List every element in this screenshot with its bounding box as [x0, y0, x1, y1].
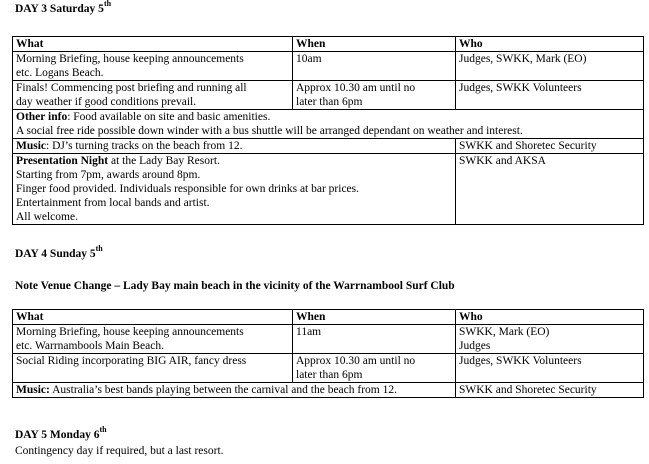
what-cell: Social Riding incorporating BIG AIR, fancy dress	[13, 354, 293, 383]
table-row	[13, 354, 644, 383]
what-cell: Morning Briefing, house keeping announcements etc. Logans Beach.	[13, 52, 293, 81]
table-row-presentation	[13, 154, 644, 225]
table-header-row	[13, 310, 644, 325]
who-cell: SWKK, Mark (EO) Judges	[456, 325, 644, 354]
table-row	[13, 81, 644, 110]
who-cell: SWKK and Shoretec Security	[456, 383, 644, 398]
music-cell: Music: DJ’s turning tracks on the beach from 12.	[13, 139, 456, 154]
when-cell: Approx 10.30 am until no later than 6pm	[293, 81, 456, 110]
when-cell: Approx 10.30 am until no later than 6pm	[293, 354, 456, 383]
header-what: What	[13, 37, 293, 52]
who-cell: SWKK and AKSA	[456, 154, 644, 225]
venue-change-note: Note Venue Change – Lady Bay main beach in the vicinity of the Warrnambool Surf Club	[15, 280, 455, 292]
table-row	[13, 325, 644, 354]
day3-schedule-table	[12, 36, 644, 225]
day5-text: Contingency day if required, but a last resort.	[15, 445, 224, 457]
header-who: Who	[456, 37, 644, 52]
who-cell: Judges, SWKK, Mark (EO)	[456, 52, 644, 81]
presentation-cell: Presentation Night at the Lady Bay Resort. Starting from 7pm, awards around 8pm. Finger food provided. Individuals responsible for own drinks at bar prices. Entertainment from local bands and artist. All welcome.	[13, 154, 456, 225]
table-row	[13, 52, 644, 81]
day5-heading: DAY 5 Monday 6th	[15, 425, 107, 441]
table-header-row	[13, 37, 644, 52]
what-cell: Finals! Commencing post briefing and running all day weather if good conditions prevail.	[13, 81, 293, 110]
other-info-cell: Other info: Food available on site and basic amenities. A social free ride possible down winder with a bus shuttle will be arranged dependant on weather and interest.	[13, 110, 644, 139]
music-cell: Music: Australia’s best bands playing between the carnival and the beach from 12.	[13, 383, 456, 398]
table-row-other-info	[13, 110, 644, 139]
day4-heading: DAY 4 Sunday 5th	[15, 244, 103, 260]
header-who: Who	[456, 310, 644, 325]
what-cell: Morning Briefing, house keeping announcements etc. Warrnambools Main Beach.	[13, 325, 293, 354]
table-row-music	[13, 383, 644, 398]
when-cell: 11am	[293, 325, 456, 354]
who-cell: Judges, SWKK Volunteers	[456, 81, 644, 110]
when-cell: 10am	[293, 52, 456, 81]
header-when: When	[293, 310, 456, 325]
header-what: What	[13, 310, 293, 325]
day4-schedule-table	[12, 309, 644, 398]
table-row-music	[13, 139, 644, 154]
header-when: When	[293, 37, 456, 52]
who-cell: SWKK and Shoretec Security	[456, 139, 644, 154]
day3-heading: DAY 3 Saturday 5th	[15, 0, 112, 15]
who-cell: Judges, SWKK Volunteers	[456, 354, 644, 383]
